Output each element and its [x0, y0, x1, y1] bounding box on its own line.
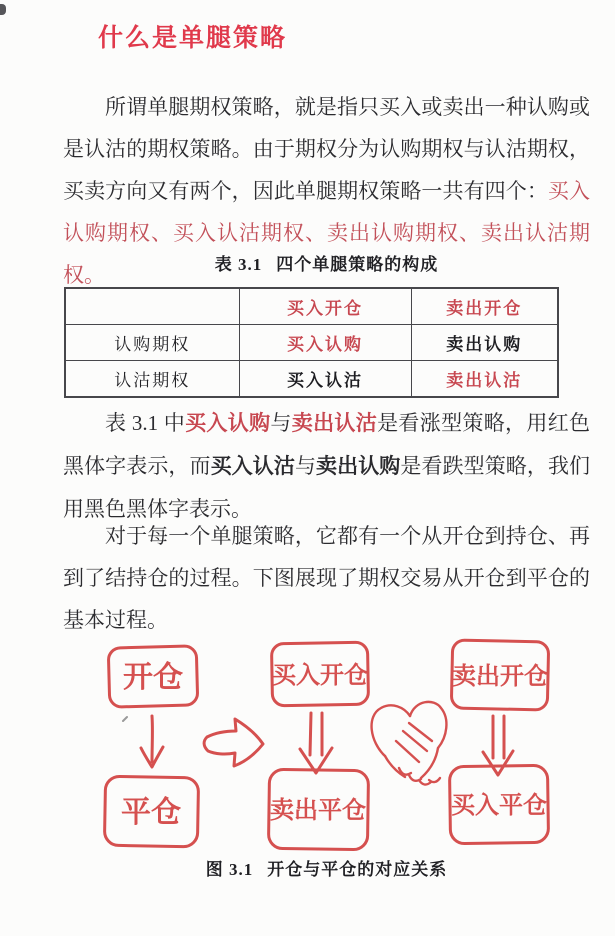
text-segment: 与: [294, 454, 317, 478]
close-box-label: 平仓: [121, 796, 181, 829]
paragraph-table-note: [63, 402, 590, 530]
text-segment: 是看跌型策略，我们用黑色黑体字表示。: [63, 454, 591, 521]
down-arrow-icon: [141, 716, 163, 767]
text-segment: 买入认购: [185, 412, 271, 435]
table-cell: 买入认沽: [239, 361, 411, 398]
table-cell: [65, 288, 239, 325]
table-caption-text: 四个单腿策略的构成: [276, 255, 439, 274]
table-caption-label: 表 3.1: [214, 255, 263, 274]
text-segment: 对于每一个单腿策略，它都有一个从开仓到持仓、再到了结持仓的过程。下图展现了期权交易从开仓到平仓的基本过程。: [63, 524, 590, 632]
table-cell: 卖出认购: [411, 325, 558, 361]
table-row: [65, 288, 558, 325]
flow-buyer: [268, 642, 368, 850]
text-segment: 买入认沽: [210, 455, 295, 478]
text-segment: 买入认购期权、买入认沽期权、卖出认购期权、卖出认沽期权。: [63, 179, 591, 287]
open-box-label: 开仓: [123, 661, 183, 694]
figure-caption: [63, 855, 590, 880]
double-down-arrow-icon: [300, 713, 332, 773]
big-right-arrow-icon: [204, 719, 263, 766]
table-caption: [63, 250, 590, 275]
text-segment: 所谓单腿期权策略，就是指只买入或卖出一种认购或是认沽的期权策略。由于期权分为认购期权与认沽期权，买卖方向又有两个，因此单腿期权策略一共有四个：: [63, 95, 590, 203]
table-row: [65, 361, 558, 398]
text-segment: 是看涨型策略，用红色黑体字表示，而: [63, 411, 591, 478]
paragraph-process: [63, 515, 590, 641]
page-title: 什么是单腿策略: [98, 24, 288, 52]
table-cell: 买入开仓: [239, 288, 411, 325]
text-segment: 卖出认购: [316, 455, 401, 478]
text-segment: 卖出认沽: [291, 412, 378, 435]
pen-mark: [123, 717, 127, 721]
handshake-icon: [372, 702, 447, 785]
strategy-table-body: [65, 288, 558, 397]
table-cell: 卖出开仓: [411, 288, 558, 325]
sell-close-box-label: 卖出平仓: [270, 797, 366, 824]
strategy-table: [64, 287, 559, 398]
sell-open-box-label: 卖出开仓: [452, 663, 548, 690]
flow-generic: [104, 646, 198, 847]
buy-open-box-label: 买入开仓: [272, 662, 368, 689]
table-cell: 买入认购: [239, 325, 411, 361]
figure-caption-text: 开仓与平仓的对应关系: [267, 860, 448, 879]
table-cell: 认购期权: [65, 325, 239, 361]
table-cell: 认沽期权: [65, 361, 239, 398]
buy-close-box-label: 买入平仓: [451, 792, 547, 819]
flow-seller: [449, 640, 548, 844]
figure-caption-label: 图 3.1: [205, 860, 254, 879]
table-cell: 卖出认沽: [411, 361, 558, 398]
figure-diagram: [0, 628, 615, 858]
text-segment: 表 3.1 中: [105, 411, 186, 435]
text-segment: 与: [270, 411, 292, 435]
scan-artifact: [0, 4, 6, 15]
table-row: [65, 325, 558, 361]
